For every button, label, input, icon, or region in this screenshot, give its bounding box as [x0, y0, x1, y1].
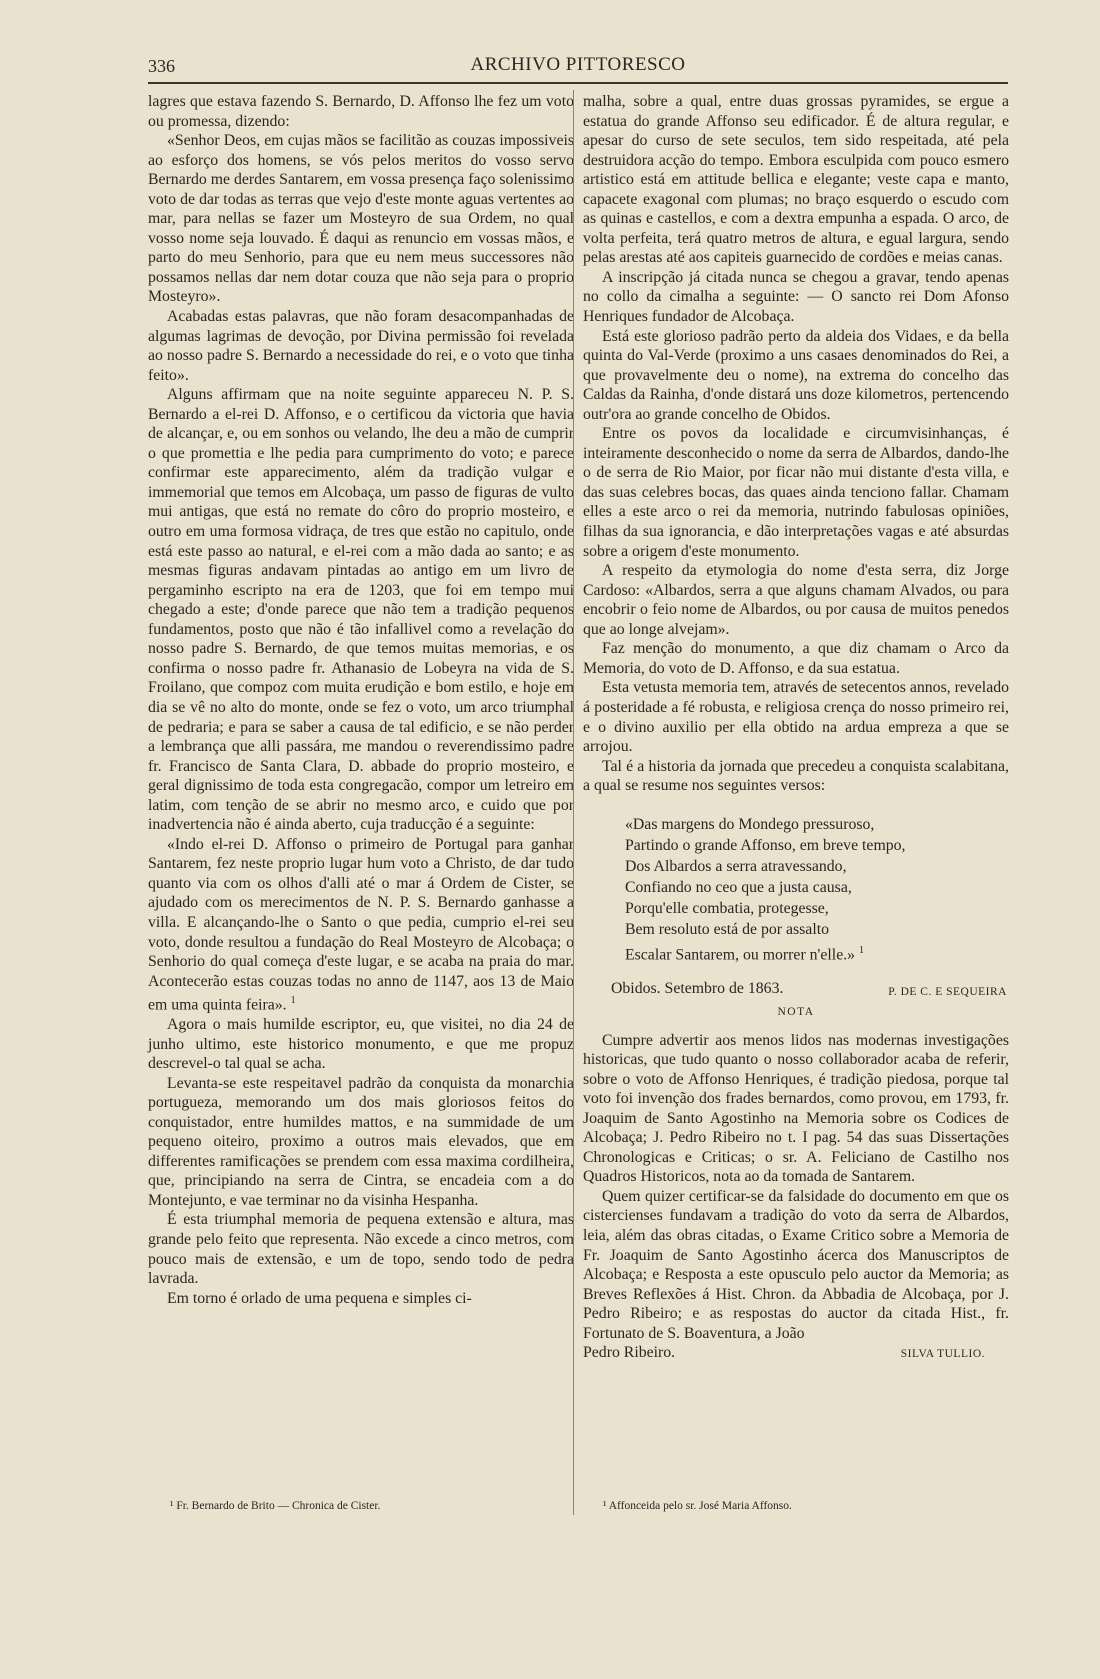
verse-line: Bem resoluto está de por assalto	[625, 920, 829, 938]
verse-block	[625, 814, 1009, 965]
header-rule	[148, 82, 1008, 84]
paragraph: lagres que estava fazendo S. Bernardo, D. Affonso lhe fez um voto ou promessa, dizendo:	[148, 93, 574, 130]
footnote-right: ¹ Affonceida pelo sr. José Maria Affonso.	[603, 1500, 792, 1512]
paragraph: Em torno é orlado de uma pequena e simples ci-	[166, 1289, 472, 1307]
verse-line: Confiando no ceo que a justa causa,	[625, 878, 852, 896]
paragraph: Alguns affirmam que na noite seguinte appareceu N. P. S. Bernardo a el-rei D. Affonso, e o certificou da victoria que havia de alcançar, e, ou em sonhos ou velando, lhe deu a mão de cumprir o que promettia e lhe pedia para cumprimento do voto; e parece confirmar este apparecimento, além da tradição vulgar e immemorial que temos em Alcobaça, um passo de figuras de vulto mui antigas, que está no remate do côro do proprio mosteiro, e outro em uma formosa vidraça, de tres que estão no capitulo, onde está este passo ao natural, e el-rei com a mão dada ao santo; e as mesmas figuras andavam pintadas ao antigo em um livro de pergaminho escripto na era de 1203, que foi em tempo mui chegado a este; d'onde parece que não tem a tradição pequenos fundamentos, posto que não é tão infallivel como a revelação do nosso padre S. Bernardo, de que temos muitas memorias, e os confirma o nosso padre fr. Athanasio de Lobeyra na vida de S. Froilano, que compoz com muita erudição e bom estilo, e hoje em dia se vê no alto do monte, onde se fez o voto, um arco triumphal de pedraria; e para se saber a causa de tal edificio, e se não perder a lembrança que alli passára, me mandou o reverendissimo padre fr. Francisco de Santa Clara, D. abbade do proprio mosteiro, e geral dignissimo de toda esta congregacão, compor um letreiro em latim, com tenção de se abrir no mesmo arco, e cuido que por inadvertencia não é ainda aberto, cuja traducção é a seguinte:	[148, 386, 574, 834]
signature-line	[583, 977, 1009, 1001]
note-reference: 1	[290, 995, 296, 1007]
left-column	[148, 92, 574, 1308]
paragraph: «Senhor Deos, em cujas mãos se facilitão as couzas impossiveis ao esforço dos homens, se vós pelos meritos do vosso servo Bernardo me derdes Santarem, em vossa presença faço solenissimo voto de dar todas as terras que vejo d'este monte aguas vertentes ao mar, para nellas se fazer um Mosteyro de sua Ordem, no qual vosso nome seja louvado. É daqui as renuncio em vossas mãos, e parto do meu Senhorio, para que eu nem meus successores não possamos nellas dar nem dotar couza que não seja para o proprio Mosteyro».	[148, 132, 574, 306]
paragraph: Cumpre advertir aos menos lidos nas modernas investigações historicas, que tudo quanto o nosso collaborador acaba de referir, sobre o voto de Affonso Henriques, é tradição piedosa, porque tal voto foi invenção dos frades bernardos, como provou, em 1793, fr. Joaquim de Santo Agostinho na Memoria sobre os Codices de Alcobaça; J. Pedro Ribeiro no t. I pag. 54 das suas Dissertações Chronologicas e Criticas; o sr. A. Feliciano de Castilho nos Quadros Historicos, nota ao da tomada de Santarem.	[583, 1031, 1009, 1186]
verse-line: Dos Albardos a serra atravessando,	[625, 857, 847, 875]
paragraph: Entre os povos da localidade e circumvisinhanças, é inteiramente desconhecido o nome da serra de Albardos, dando-lhe o de serra de Rio Maior, por ficar não mui distante d'esta villa, e das suas celebres bocas, das quaes ainda tenciono fallar. Chamam elles a este arco o rei da memoria, nutrindo fabulosas opiniões, filhas da sua ignorancia, e dão interpretações vagas e até absurdas sobre a origem d'este monumento.	[583, 425, 1009, 560]
verse-line: «Das margens do Mondego pressuroso,	[625, 815, 875, 833]
paragraph	[148, 835, 574, 1015]
paragraph: Tal é a historia da jornada que precedeu a conquista scalabitana, a qual se resume nos seguintes versos:	[583, 757, 1009, 795]
column-divider	[573, 90, 574, 1515]
paragraph: Está este glorioso padrão perto da aldeia dos Vidaes, e da bella quinta do Val-Verde (proximo a uns casaes denominados do Rei, a que provavelmente deu o nome), na extrema do concelho das Caldas da Rainha, d'onde distará uns doze kilometros, pertencendo outr'ora ao grande concelho de Obidos.	[583, 327, 1009, 423]
paragraph: Levanta-se este respeitavel padrão da conquista da monarchia portugueza, memorando um dos mais gloriosos feitos do conquistador, entre humildes mattos, e na summidade de um pequeno oiteiro, proximo a outros mais elevados, que em differentes ramificações se prendem com essa maxima cordilheira, que, principiando na serra de Cintra, se encadeia com a do Montejunto, e vae terminar no da visinha Hespanha.	[148, 1074, 574, 1209]
author-signature: P. DE C. E SEQUEIRA	[888, 985, 1007, 998]
closing-line	[583, 1343, 1009, 1365]
verse-line: Porqu'elle combatia, protegesse,	[625, 899, 829, 917]
paragraph: Esta vetusta memoria tem, através de setecentos annos, revelado á posteridade a fé robusta, e religiosa crença do nosso primeiro rei, e o divino auxilio per ella obtido na ardua empreza a que se arrojou.	[583, 679, 1010, 756]
right-column	[583, 92, 1009, 1365]
verse-line: Partindo o grande Affonso, em breve tempo,	[625, 836, 906, 854]
nota-author: SILVA TULLIO.	[900, 1348, 985, 1361]
paragraph: Quem quizer certificar-se da falsidade do documento em que os cistercienses fundavam a tradição do voto da serra de Albardos, leia, além das obras citadas, o Exame Critico sobre a Memoria de Fr. Joaquim de Santo Agostinho ácerca dos Manuscriptos de Alcobaça; e Resposta a este opusculo pelo auctor da Memoria; as Breves Reflexões á Hist. Chron. da Abbadia de Alcobaça, por J. Pedro Ribeiro; e as respostas do auctor da citada Hist., fr. Fortunato de S. Boaventura, a João	[583, 1187, 1009, 1342]
paragraph: É esta triumphal memoria de pequena extensão e altura, mas grande pelo feito que representa. Não excede a cinco metros, com pouco mais de extensão, e um de topo, sendo todo de pedra lavrada.	[148, 1211, 574, 1288]
paragraph: Agora o mais humilde escriptor, eu, que visitei, no dia 24 de junho ultimo, este historico monumento, e que me propuz descrevel-o tal qual se acha.	[148, 1015, 574, 1073]
verse-line-text: Escalar Santarem, ou morrer n'elle.»	[625, 945, 856, 963]
running-title: ARCHIVO PITTORESCO	[470, 54, 686, 75]
page-number: 336	[148, 56, 175, 76]
place-date: Obidos. Setembro de 1863.	[611, 979, 784, 997]
paragraph: A respeito da etymologia do nome d'esta serra, diz Jorge Cardoso: «Albardos, serra a que alguns chamam Alvados, ou para encobrir o feio nome de Albardos, ou por causa de muitos penedos que ao longe alvejam».	[583, 562, 1009, 638]
paragraph: Faz menção do monumento, a que diz chamam o Arco da Memoria, do voto de D. Affonso, e da sua estatua.	[583, 640, 1009, 677]
closing-text: Pedro Ribeiro.	[583, 1344, 676, 1362]
paragraph: malha, sobre a qual, entre duas grossas pyramides, se ergue a estatua do grande Affonso seu edificador. É de altura regular, e apesar do curso de sete seculos, tem sido respeitada, até pela destruidora acção do tempo. Embora esculpida com pouco esmero artistico está em attitude bellica e elegante; veste capa e manto, capacete exagonal com plumas; no braço esquerdo o escudo com as quinas e castellos, e com a dextra empunha a espada. O arco, de volta perfeita, terá quatro metros de altura, e egual largura, sendo pelas arestas até aos capiteis guarnecido de cordões e meias canas.	[583, 93, 1009, 267]
verse-line	[625, 940, 1009, 965]
paragraph-text: «Indo el-rei D. Affonso o primeiro de Portugal para ganhar Santarem, fez neste proprio lugar hum voto a Christo, de dar tudo quanto via com os olhos d'alli até o mar á Ordem de Cister, se ajudado com os merecimentos de N. P. S. Bernardo ganhasse a villa. E alcançando-lhe o Santo o que pedia, cumprio el-rei seu voto, donde resultou a fundação do Real Mosteyro de Alcobaça; o Senhorio do qual começa d'este lugar, e se acaba na praia do mar. Acontecerão estas couzas todas no anno de 1147, aos 13 de Maio em uma quinta feira».	[148, 835, 574, 1014]
footnote-left: ¹ Fr. Bernardo de Brito — Chronica de Cister.	[170, 1500, 381, 1512]
paragraph: Acabadas estas palavras, que não foram desacompanhadas de algumas lagrimas de devoção, por Divina permissão foi revelada ao nosso padre S. Bernardo a necessidade do rei, e o voto que tinha feito».	[148, 308, 574, 384]
page-header	[148, 54, 1008, 84]
nota-heading: NOTA	[777, 1005, 815, 1018]
note-reference: 1	[859, 944, 865, 956]
paragraph: A inscripção já citada nunca se chegou a gravar, tendo apenas no collo da cimalha a seguinte: — O sancto rei Dom Afonso Henriques fundador de Alcobaça.	[583, 268, 1009, 326]
